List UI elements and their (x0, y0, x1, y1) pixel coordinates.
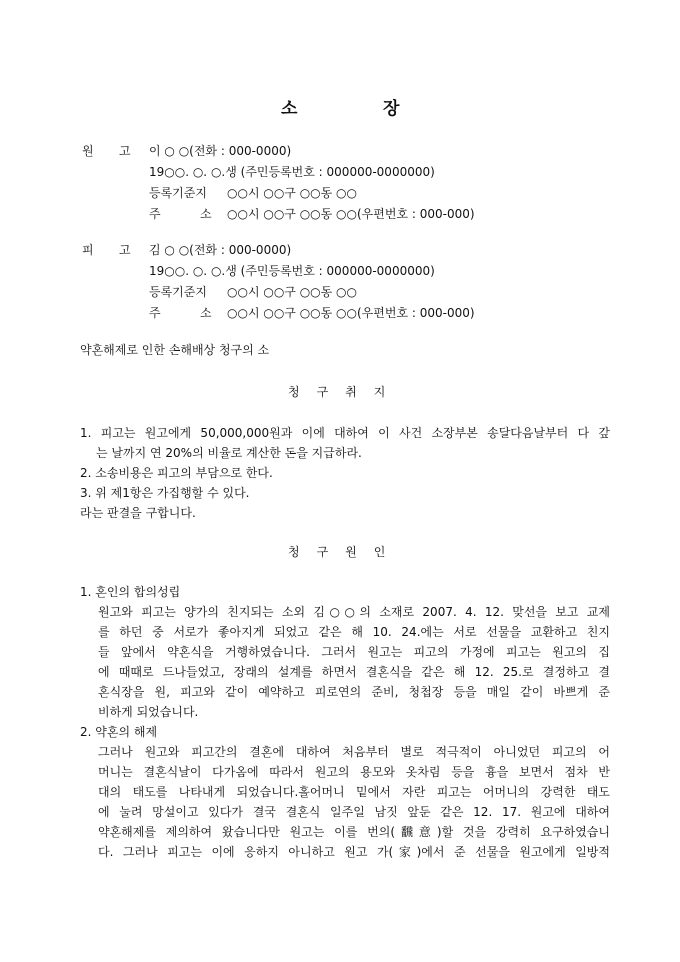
plaintiff-block (82, 141, 642, 225)
claims-heading: 청 구 취 지 (287, 385, 392, 399)
defendant-address-value: ○○시 ○○구 ○○동 ○○(우편번호 : 000-000) (227, 306, 475, 320)
reason-subheading-1: 1. 혼인의 합의성립 (80, 585, 181, 599)
claim-line-2: 는 날까지 연 20%의 비율로 계산한 돈을 지급하라. (96, 446, 362, 460)
defendant-registry-label: 등록기준지 (149, 285, 207, 299)
reasons-section (80, 582, 610, 862)
claim-line-4: 3. 위 제1항은 가집행할 수 있다. (80, 486, 250, 500)
defendant-address-label-1: 주 (149, 306, 161, 320)
reason-line: 를 하던 중 서로가 좋아지게 되었고 같은 해 10. 24.에는 서로 선물을 교환하고 친지 (98, 625, 610, 639)
plaintiff-role: 원 고 (82, 144, 142, 158)
claim-line-3: 2. 소송비용은 피고의 부담으로 한다. (80, 466, 273, 480)
reason-line: 그러나 원고와 피고간의 결혼에 대하여 처음부터 별로 적극적이 아니었던 피고의 어 (98, 745, 610, 759)
defendant-registry-value: ○○시 ○○구 ○○동 ○○ (227, 285, 357, 299)
plaintiff-address-value: ○○시 ○○구 ○○동 ○○(우편번호 : 000-000) (227, 207, 475, 221)
claim-line-1: 1. 피고는 원고에게 50,000,000원과 이에 대하여 이 사건 소장부본 송달다음날부터 다 갚 (80, 426, 610, 440)
document-title (0, 94, 680, 118)
reason-line: 약혼해제를 제의하여 왔습니다만 원고는 이를 번의(飜意)할 것을 강력히 요구하였습니 (98, 825, 610, 839)
reason-line: 원고와 피고는 양가의 친지되는 소외 김○○의 소재로 2007. 4. 12. 맞선을 보고 교제 (98, 605, 610, 619)
defendant-block (82, 240, 642, 324)
plaintiff-address-label-2: 소 (200, 207, 212, 221)
reasons-heading: 청 구 원 인 (287, 545, 392, 559)
plaintiff-address-label-1: 주 (149, 207, 161, 221)
defendant-birth: 19○○. ○. ○.생 (주민등록번호 : 000000-0000000) (149, 264, 435, 278)
reason-line: 머니는 결혼식날이 다가옴에 따라서 원고의 용모와 옷차림 등을 흉을 보면서 점차 반 (98, 765, 610, 779)
plaintiff-registry-label: 등록기준지 (149, 186, 207, 200)
claim-line-5: 라는 판결을 구합니다. (80, 506, 196, 520)
title-char-2: 장 (383, 99, 400, 119)
defendant-name: 김 ○ ○(전화 : 000-0000) (149, 243, 292, 257)
claims-section (80, 423, 610, 523)
reason-line: 다. 그러나 피고는 이에 응하지 아니하고 원고 가(家)에서 준 선물을 원고에게 일방적 (98, 845, 610, 859)
plaintiff-name: 이 ○ ○(전화 : 000-0000) (149, 144, 292, 158)
defendant-address-label-2: 소 (200, 306, 212, 320)
reason-line: 들 앞에서 약혼식을 거행하였습니다. 그러서 원고는 피고의 가정에 피고는 원고의 집 (98, 645, 610, 659)
reason-subheading-2: 2. 약혼의 해제 (80, 725, 158, 739)
reason-line: 혼식장을 원, 피고와 같이 예약하고 피로연의 준비, 청첩장 등을 매일 같이 바쁘게 준 (98, 685, 610, 699)
plaintiff-registry-value: ○○시 ○○구 ○○동 ○○ (227, 186, 357, 200)
reason-line: 대의 태도를 나타내게 되었습니다.홀어머니 밑에서 자란 피고는 어머니의 강력한 태도 (98, 785, 610, 799)
defendant-role: 피 고 (82, 243, 142, 257)
reason-line: 비하게 되었습니다. (98, 705, 199, 719)
title-char-1: 소 (281, 99, 298, 119)
plaintiff-birth: 19○○. ○. ○.생 (주민등록번호 : 000000-0000000) (149, 165, 435, 179)
reason-line: 에 때때로 드나들었고, 장래의 설계를 하면서 결혼식을 같은 해 12. 25.로 결정하고 결 (98, 665, 610, 679)
case-subject: 약혼해제로 인한 손해배상 청구의 소 (80, 343, 270, 357)
reason-line: 에 눌려 망설이고 있다가 결국 결혼식 일주일 남짓 앞둔 같은 12. 17. 원고에 대하여 (98, 805, 610, 819)
